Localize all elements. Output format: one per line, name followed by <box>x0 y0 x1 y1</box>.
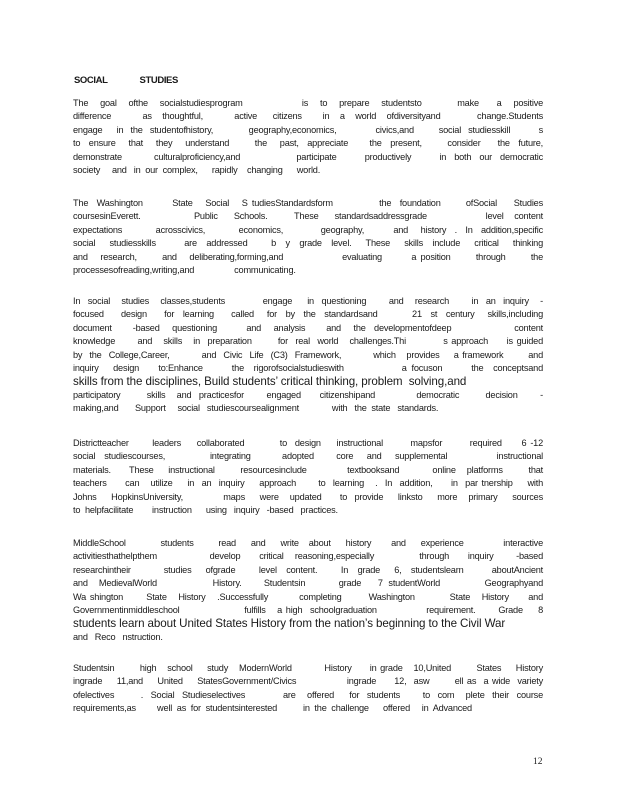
text-line: researchintheir studies ofgrade level content. In grade 6, studentslearn aboutAncient <box>73 564 543 575</box>
page-number: 12 <box>533 757 543 767</box>
paragraph <box>73 437 543 517</box>
text-line: focused design for learning called for by the standardsand 21 st century skills,including <box>73 309 543 320</box>
paragraph <box>73 197 543 277</box>
text-line: Wa shington State History .Successfully completing Washington State History and <box>73 591 543 602</box>
text-line: The Washington State Social S tudiesStandardsform the foundation ofSocial Studies <box>73 198 543 208</box>
text-line: ingrade 11,and United StatesGovernment/Civics ingrade 12, asw ell as a wide variety <box>73 676 543 687</box>
text-line: social studiesskills are addressed b y grade level. These skills include critical thinking <box>73 238 543 249</box>
text-line: and research, and deliberating,forming,and evaluating a position through the <box>73 251 543 262</box>
text-line: requirements,as well as for studentsinterested in the challenge offered in Advanced <box>73 703 472 714</box>
text-line: to helpfacilitate instruction using inquiry -based practices. <box>73 504 338 515</box>
text-line: activitiesthathelpthem develop critical reasoning,especially through inquiry -based <box>73 551 543 562</box>
paragraph <box>73 97 543 177</box>
text-line: materials. These instructional resourcesinclude textbooksand online platforms that <box>73 464 543 475</box>
section-heading: SOCIAL STUDIES <box>74 75 178 86</box>
text-line: participatory skills and practicesfor engaged citizenshipand democratic decision - <box>73 389 543 400</box>
text-line: expectations acrosscivics, economics, geography, and history . In addition,specific <box>73 224 543 235</box>
text-line: ofelectives . Social Studieselectives are offered for students to com plete their course <box>73 689 543 700</box>
text-line: society and in our complex, rapidly changing world. <box>73 164 321 175</box>
text-line: engage in the studentofhistory, geography,economics, civics,and social studiesskill s <box>73 124 543 135</box>
text-line: skills from the disciplines, Build students’ critical thinking, problem solving,and <box>73 375 467 389</box>
paragraph <box>73 295 543 416</box>
text-line: by the College,Career, and Civic Life (C3) Framework, which provides a framework and <box>73 349 543 360</box>
text-line: Governmentinmiddleschool fulfills a high schoolgraduation requirement. Grade 8 <box>73 604 543 615</box>
text-line: Studentsin high school study ModernWorld History in grade 10,United States History <box>73 663 543 673</box>
text-line: students learn about United States History from the nation’s beginning to the Civil War <box>73 617 506 631</box>
text-line: demonstrate culturalproficiency,and participate productively in both our democratic <box>73 151 543 162</box>
text-line: In social studies classes,students engage in questioning and research in an inquiry - <box>73 296 543 306</box>
text-line: difference as thoughtful, active citizens in a world ofdiversityand change.Students <box>73 111 543 122</box>
text-line: to ensure that they understand the past, appreciate the present, consider the future, <box>73 138 543 149</box>
text-line: The goal ofthe socialstudiesprogram is to prepare studentsto make a positive <box>73 98 543 108</box>
text-line: Districtteacher leaders collaborated to design instructional mapsfor required 6 -12 <box>73 438 543 448</box>
text-line: processesofreading,writing,and communicating. <box>73 264 296 275</box>
text-line: teachers can utilize in an inquiry approach to learning . In addition, in par tnership with <box>73 478 543 489</box>
text-line: Johns HopkinsUniversity, maps were updated to provide linksto more primary sources <box>73 491 543 502</box>
text-line: and MedievalWorld History. Studentsin grade 7 studentWorld Geographyand <box>73 578 543 589</box>
text-line: inquiry design to:Enhance the rigorofsocialstudieswith a focuson the conceptsand <box>73 362 543 373</box>
text-line: making,and Support social studiescoursealignment with the state standards. <box>73 403 439 414</box>
text-line: coursesinEverett. Public Schools. These standardsaddressgrade level content <box>73 211 543 222</box>
text-line: MiddleSchool students read and write about history and experience interactive <box>73 538 543 548</box>
text-line: social studiescourses, integrating adopted core and supplemental instructional <box>73 451 543 462</box>
text-line: document -based questioning and analysis and the developmentofdeep content <box>73 322 543 333</box>
text-line: knowledge and skills in preparation for real world challenges.Thi s approach is guided <box>73 336 543 347</box>
text-line: and Reco nstruction. <box>73 631 163 642</box>
paragraph <box>73 537 543 644</box>
paragraph <box>73 662 543 716</box>
